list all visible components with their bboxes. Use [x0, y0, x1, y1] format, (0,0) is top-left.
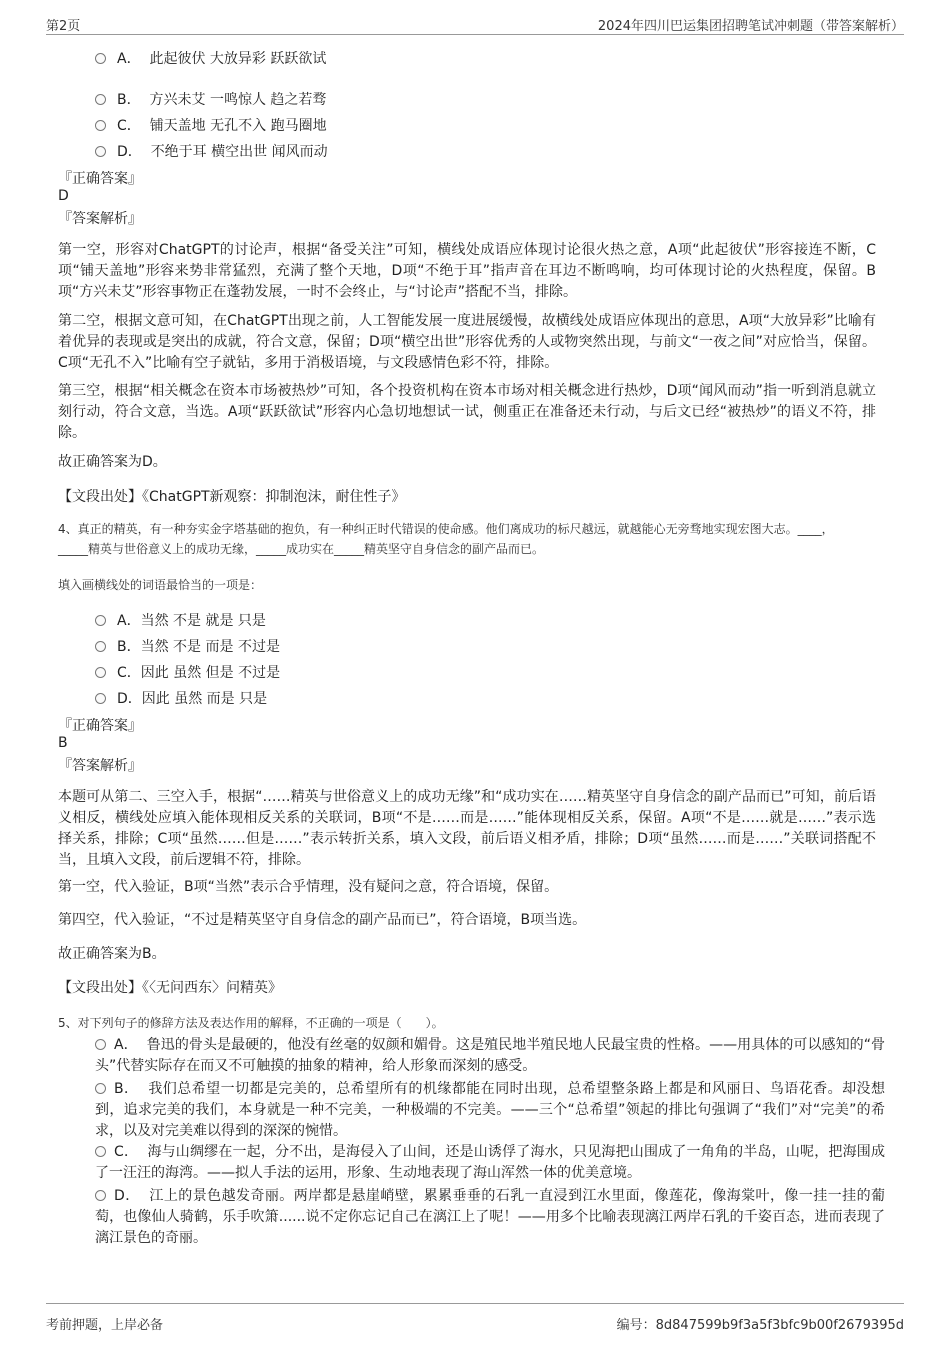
q4-stem: 4、真正的精英，有一种夯实金字塔基础的抱负，有一种纠正时代错误的使命感。他们离成功的标尺越远，就越能心无旁骛地实现宏图大志。____，_____精英与世俗意义上的成功无缘，_____成功实在_____精英坚守自身信念的副产品而已。 [58, 522, 834, 556]
q3-analysis-paragraph: 故正确答案为D。 [58, 454, 167, 470]
q3-option-d[interactable]: D． 不绝于耳 横空出世 闻风而动 [95, 141, 328, 161]
q4-option-a[interactable]: A．当然 不是 就是 只是 [95, 610, 266, 630]
q4-analysis-paragraph: 故正确答案为B。 [58, 946, 166, 962]
q4-prompt: 填入画横线处的词语最恰当的一项是： [58, 578, 263, 592]
radio-icon[interactable] [95, 667, 106, 678]
document-id: 编号：8d847599b9f3a5f3bfc9b00f2679395d [616, 1318, 904, 1333]
radio-icon[interactable] [95, 615, 106, 626]
q4-analysis-paragraph: 第四空，代入验证，“不过是精英坚守自身信念的副产品而已”，符合语境，B项当选。 [58, 912, 587, 928]
radio-icon[interactable] [95, 120, 106, 131]
q3-option-c[interactable]: C． 铺天盖地 无孔不入 跑马圈地 [95, 115, 327, 135]
q5-option-a[interactable]: A． 鲁迅的骨头是最硬的，他没有丝毫的奴颜和媚骨。这是殖民地半殖民地人民最宝贵的性格。——用具体的可以感知的“骨头”代替实际存在而又不可触摸的抽象的精神，给人形象而深刻的感受。 [95, 1037, 886, 1074]
q4-answer: B [58, 735, 68, 751]
q5-option-d[interactable]: D． 江上的景色越发奇丽。两岸都是悬崖峭壁，累累垂垂的石乳一直浸到江水里面，像莲花，像海棠叶，像一挂一挂的葡萄，也像仙人骑鹤，乐手吹箫......说不定你忘记自己在漓江上了呢！——用多个比喻表现漓江两岸石乳的千姿百态，进而表现了漓江景色的奇丽。 [95, 1188, 886, 1246]
q4-option-c[interactable]: C．因此 虽然 但是 不过是 [95, 662, 280, 682]
radio-icon[interactable] [95, 693, 106, 704]
q3-answer: D [58, 188, 69, 204]
radio-icon[interactable] [95, 1146, 106, 1157]
q3-answer-tag: 『正确答案』 [58, 171, 142, 187]
radio-icon[interactable] [95, 1039, 106, 1050]
radio-icon[interactable] [95, 53, 106, 64]
q3-analysis-paragraph: 第一空，形容对ChatGPT的讨论声，根据“备受关注”可知，横线处成语应体现讨论很火热之意，A项“此起彼伏”形容接连不断，C项“铺天盖地”形容来势非常猛烈，充满了整个天地，D项“不绝于耳”指声音在耳边不断鸣响，均可体现讨论的火热程度，保留。B项“方兴未艾”形容事物正在蓬勃发展，一时不会终止，与“讨论声”搭配不当，排除。 [58, 242, 876, 300]
q4-option-b[interactable]: B．当然 不是 而是 不过是 [95, 636, 280, 656]
q3-source: 【文段出处】《ChatGPT新观察：抑制泡沫，耐住性子》 [58, 489, 406, 505]
q3-analysis-tag: 『答案解析』 [58, 211, 142, 227]
q4-analysis-tag: 『答案解析』 [58, 758, 142, 774]
radio-icon[interactable] [95, 1083, 106, 1094]
q4-source: 【文段出处】《〈无问西东〉问精英》 [58, 980, 282, 996]
q4-answer-tag: 『正确答案』 [58, 718, 142, 734]
q3-option-a[interactable]: A． 此起彼伏 大放异彩 跃跃欲试 [95, 48, 326, 68]
radio-icon[interactable] [95, 641, 106, 652]
q5-option-c[interactable]: C． 海与山绸缪在一起，分不出，是海侵入了山间，还是山诱俘了海水，只见海把山围成了一角角的半岛，山呢，把海围成了一汪汪的海湾。——拟人手法的运用，形象、生动地表现了海山浑然一体的优美意境。 [95, 1144, 885, 1181]
radio-icon[interactable] [95, 94, 106, 105]
page-footer [46, 1303, 904, 1334]
radio-icon[interactable] [95, 146, 106, 157]
q3-option-b[interactable]: B． 方兴未艾 一鸣惊人 趋之若骛 [95, 89, 326, 109]
page-header [46, 12, 904, 35]
q3-analysis-paragraph: 第二空，根据文意可知，在ChatGPT出现之前，人工智能发展一度进展缓慢，故横线处成语应体现出的意思，A项“大放异彩”比喻有着优异的表现或是突出的成就，符合文意，保留；D项“横空出世”形容优秀的人或物突然出现，与前文“一夜之间”对应恰当，保留。C项“无孔不入”比喻有空子就钻，多用于消极语境，与文段感情色彩不符，排除。 [58, 313, 876, 371]
q5-stem: 5、对下列句子的修辞方法及表达作用的解释，不正确的一项是（ ）。 [58, 1016, 444, 1030]
q4-analysis-paragraph: 第一空，代入验证，B项“当然”表示合乎情理，没有疑问之意，符合语境，保留。 [58, 879, 559, 895]
q4-option-d[interactable]: D．因此 虽然 而是 只是 [95, 688, 267, 708]
document-title: 2024年四川巴运集团招聘笔试冲刺题（带答案解析） [597, 19, 904, 34]
q4-analysis-paragraph: 本题可从第二、三空入手，根据“……精英与世俗意义上的成功无缘”和“成功实在……精英坚守自身信念的副产品而已”可知，前后语义相反，横线处应填入能体现相反关系的关联词，B项“不是……而是……”能体现相反关系，保留。A项“不是……就是……”表示选择关系，排除；C项“虽然……但是……”表示转折关系，填入文段，前后语义相矛盾，排除；D项“虽然……而是……”关联词搭配不当，且填入文段，前后逻辑不符，排除。 [58, 789, 876, 868]
q3-analysis-paragraph: 第三空，根据“相关概念在资本市场被热炒”可知，各个投资机构在资本市场对相关概念进行热炒，D项“闻风而动”指一听到消息就立刻行动，符合文意，当选。A项“跃跃欲试”形容内心急切地想试一试，侧重正在准备还未行动，与后文已经“被热炒”的语义不符，排除。 [58, 383, 876, 441]
footer-slogan: 考前押题，上岸必备 [46, 1318, 164, 1333]
page-number: 第2页 [46, 19, 81, 34]
radio-icon[interactable] [95, 1190, 106, 1201]
q5-option-b[interactable]: B． 我们总希望一切都是完美的，总希望所有的机缘都能在同时出现，总希望整条路上都是和风丽日、鸟语花香。却没想到，追求完美的我们，本身就是一种不完美，一种极端的不完美。——三个“总希望”领起的排比句强调了“我们”对“完美”的希求，以及对完美难以得到的深深的惋惜。 [95, 1081, 885, 1139]
